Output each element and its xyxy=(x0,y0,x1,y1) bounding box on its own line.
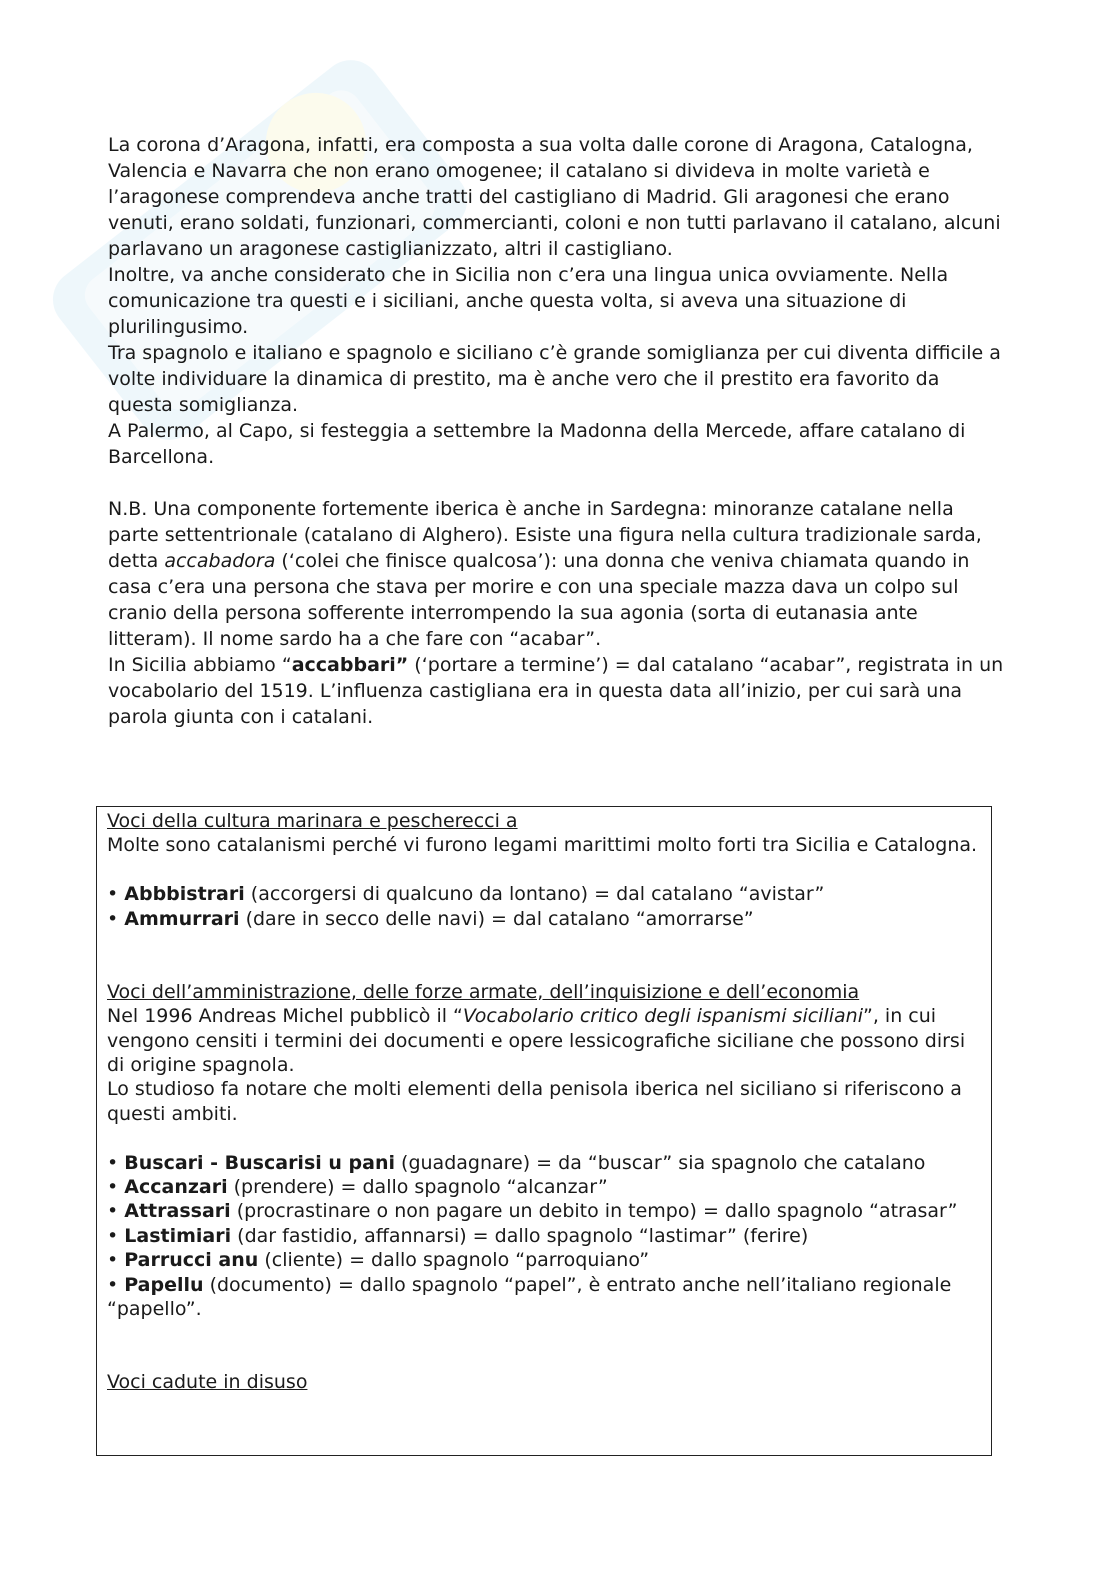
list-item: • Abbbistrari (accorgersi di qualcuno da lontano) = dal catalano “avistar” xyxy=(107,883,825,906)
list-item: • Parrucci anu (cliente) = dallo spagnolo “parroquiano” xyxy=(107,1249,650,1272)
book-title: Vocabolario critico degli ispanismi siciliani xyxy=(462,1005,863,1028)
section-title-disuso: Voci cadute in disuso xyxy=(107,1371,308,1394)
paragraph-somiglianza: Tra spagnolo e italiano e spagnolo e siciliano c’è grande somiglianza per cui diventa difficile a volte individuare la dinamica di prestito, ma è anche vero che il prestito era favorito da questa somiglianza. xyxy=(108,342,1001,416)
term: Parrucci anu xyxy=(124,1249,259,1272)
list-item: • Buscari - Buscarisi u pani (guadagnare) = da “buscar” sia spagnolo che catalano xyxy=(107,1151,926,1174)
term: Accanzari xyxy=(124,1176,228,1199)
section-title-marinara: Voci della cultura marinara e pescherecci a xyxy=(107,810,518,832)
term: Papellu xyxy=(124,1273,204,1296)
term: Buscari - Buscarisi u pani xyxy=(124,1151,395,1174)
list-item: • Attrassari (procrastinare o non pagare un debito in tempo) = dallo spagnolo “atrasar” xyxy=(107,1200,958,1223)
list-item: • Accanzari (prendere) = dallo spagnolo “alcanzar” xyxy=(107,1176,608,1199)
paragraph-sicilia-lingue: Inoltre, va anche considerato che in Sicilia non c’era una lingua unica ovviamente. Nella comunicazione tra questi e i siciliani, anche questa volta, si aveva una situazione di plurilingusimo. xyxy=(108,264,949,338)
term: Ammurrari xyxy=(124,907,240,930)
list-item: • Ammurrari (dare in secco delle navi) = dal catalano “amorrarse” xyxy=(107,907,754,930)
intro-text xyxy=(108,132,1008,730)
term-accabadora: accabadora xyxy=(164,550,276,572)
section-note-amministrazione: Lo studioso fa notare che molti elementi della penisola iberica nel siciliano si riferiscono a questi ambiti. xyxy=(107,1078,962,1125)
section-desc-marinara: Molte sono catalanismi perché vi furono legami marittimi molto forti tra Sicilia e Catalogna. xyxy=(107,834,978,857)
vocabulary-box xyxy=(96,806,992,1456)
nb-text-a: N.B. Una componente fortemente iberica è anche in Sardegna: minoranze catalane nella parte settentrionale (catalano di Alghero). Esiste una figura nella cultura tradizionale sarda, detta xyxy=(108,498,982,572)
paragraph-nota-sardegna xyxy=(108,496,1008,652)
section-title-amministrazione: Voci dell’amministrazione, delle forze armate, dell’inquisizione e dell’economia xyxy=(107,980,860,1003)
list-item: • Papellu (documento) = dallo spagnolo “papel”, è entrato anche nell’italiano regionale “papello”. xyxy=(107,1273,952,1321)
paragraph-accabbari xyxy=(108,652,1008,730)
list-item: • Lastimiari (dar fastidio, affannarsi) = dallo spagnolo “lastimar” (ferire) xyxy=(107,1224,809,1247)
paragraph-palermo: A Palermo, al Capo, si festeggia a settembre la Madonna della Mercede, affare catalano di Barcellona. xyxy=(108,420,966,468)
sic-text-b: (‘portare a termine’) = dal catalano “acabar”, registrata in un vocabolario del 1519. L’influenza castigliana era in questa data all’inizio, per cui sarà una parola giunta con i catalani. xyxy=(108,654,1004,728)
paragraph-aragona: La corona d’Aragona, infatti, era composta a sua volta dalle corone di Aragona, Catalogna, Valencia e Navarra che non erano omogenee; il catalano si divideva in molte varietà e l’aragonese comprendeva anche tratti del castigliano di Madrid. Gli aragonesi che erano venuti, erano soldati, funzionari, commercianti, coloni e non tutti parlavano il catalano, alcuni parlavano un aragonese castiglianizzato, altri il castigliano. xyxy=(108,134,1001,260)
term: Attrassari xyxy=(124,1200,231,1223)
nb-text-b: (‘colei che finisce qualcosa’): una donna che veniva chiamata quando in casa c’era una persona che stava per morire e con una speciale mazza dava un colpo sul cranio della persona sofferente interrompendo la sua agonia (sorta di eutanasia ante litteram). Il nome sardo ha a che fare con “acabar”. xyxy=(108,550,970,650)
sic-text-a: In Sicilia abbiamo “ xyxy=(108,654,292,676)
section-desc-amministrazione: Nel 1996 Andreas Michel pubblicò il “Vocabolario critico degli ispanismi siciliani”, in cui vengono censiti i termini dei documenti e opere lessicografiche siciliane che possono dirsi di origine spagnola. xyxy=(107,1005,966,1077)
term-accabbari: accabbari” xyxy=(291,654,409,676)
term: Lastimiari xyxy=(124,1224,232,1247)
term: Abbbistrari xyxy=(124,883,245,906)
